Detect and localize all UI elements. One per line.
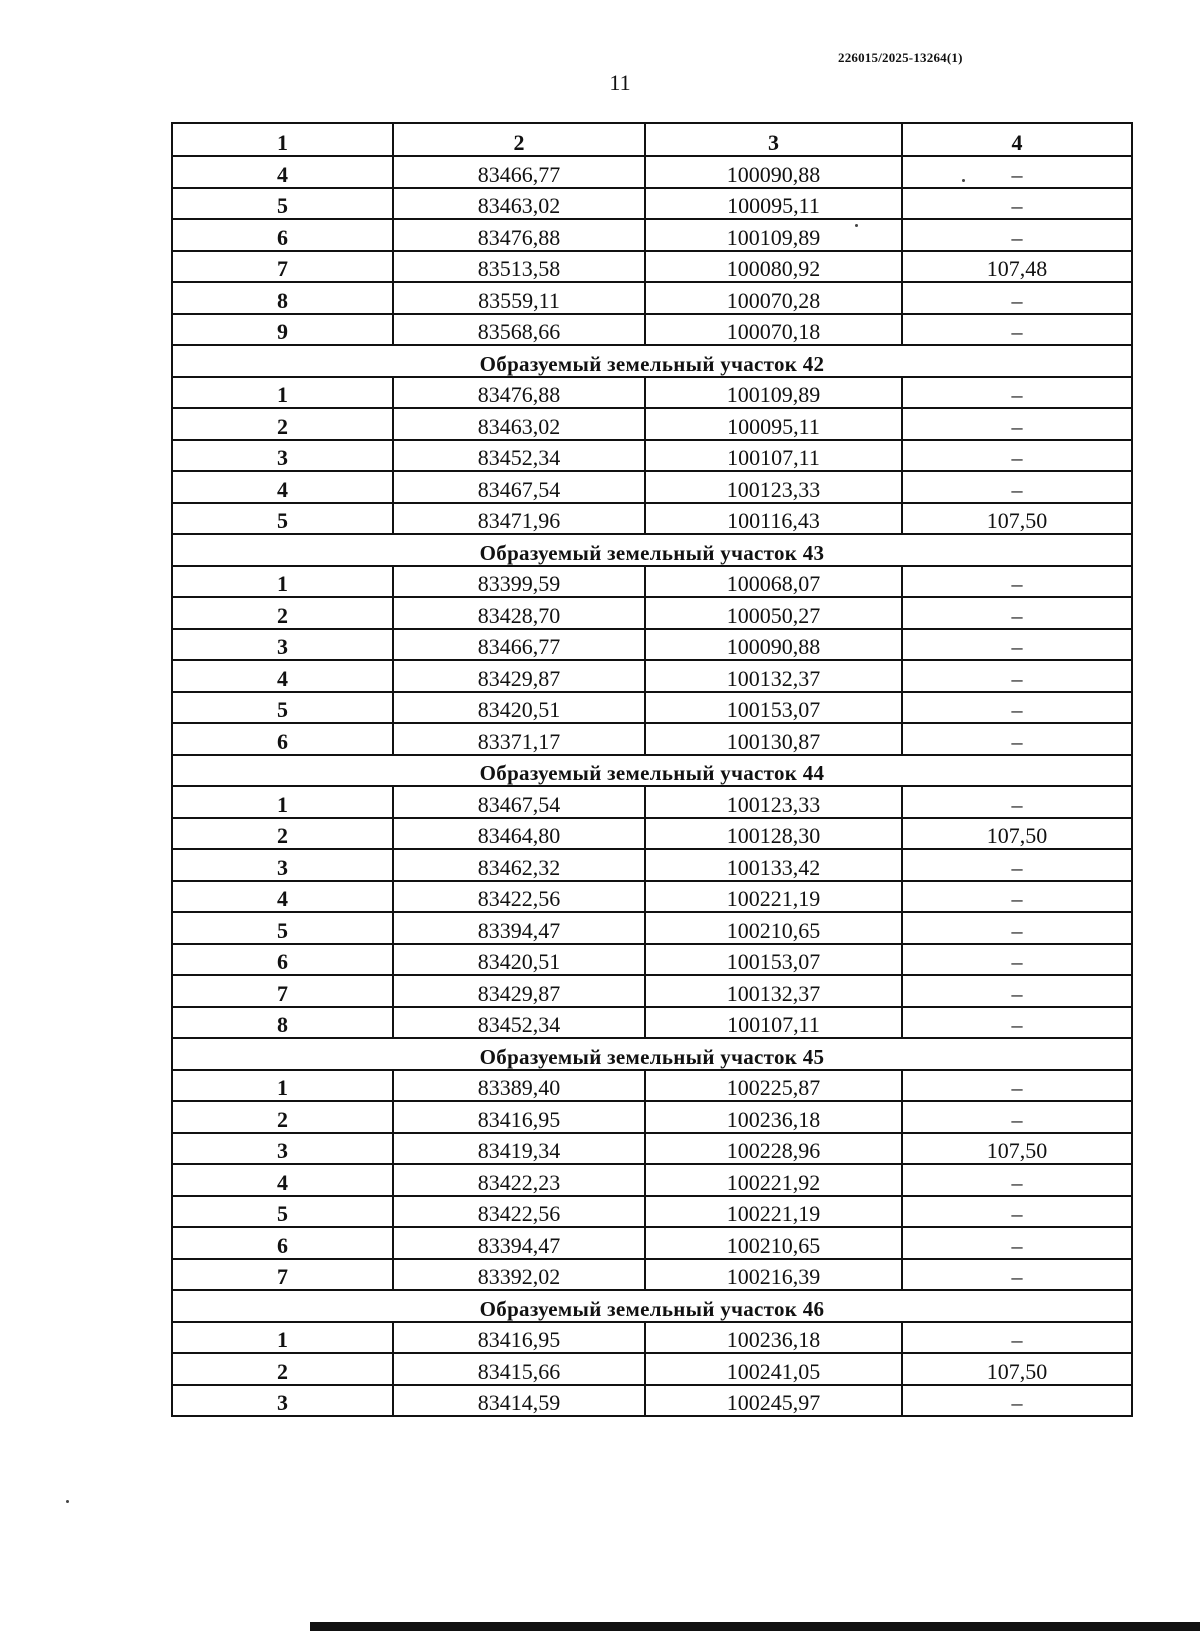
point-number-cell: 7	[172, 251, 393, 283]
point-number-cell: 5	[172, 188, 393, 220]
point-number-cell: 1	[172, 566, 393, 598]
x-coordinate-cell: 83429,87	[393, 660, 645, 692]
value-cell: 107,50	[902, 1133, 1132, 1165]
y-coordinate-cell: 100130,87	[645, 723, 902, 755]
y-coordinate-cell: 100210,65	[645, 912, 902, 944]
value-cell: –	[902, 881, 1132, 913]
section-title: Образуемый земельный участок 42	[172, 345, 1132, 377]
table-row	[172, 314, 1132, 346]
x-coordinate-cell: 83452,34	[393, 440, 645, 472]
x-coordinate-cell: 83463,02	[393, 408, 645, 440]
y-coordinate-cell: 100133,42	[645, 849, 902, 881]
value-cell: –	[902, 1322, 1132, 1354]
y-coordinate-cell: 100153,07	[645, 944, 902, 976]
x-coordinate-cell: 83467,54	[393, 471, 645, 503]
table-row	[172, 219, 1132, 251]
x-coordinate-cell: 83464,80	[393, 818, 645, 850]
table-row	[172, 723, 1132, 755]
y-coordinate-cell: 100068,07	[645, 566, 902, 598]
table-header-row	[172, 123, 1132, 156]
column-header-2: 2	[393, 123, 645, 156]
section-header-row	[172, 1038, 1132, 1070]
x-coordinate-cell: 83394,47	[393, 912, 645, 944]
section-header-row	[172, 1290, 1132, 1322]
value-cell: –	[902, 597, 1132, 629]
value-cell: –	[902, 975, 1132, 1007]
point-number-cell: 2	[172, 1101, 393, 1133]
point-number-cell: 3	[172, 1385, 393, 1417]
point-number-cell: 7	[172, 1259, 393, 1291]
value-cell: –	[902, 566, 1132, 598]
y-coordinate-cell: 100128,30	[645, 818, 902, 850]
y-coordinate-cell: 100116,43	[645, 503, 902, 535]
point-number-cell: 3	[172, 1133, 393, 1165]
x-coordinate-cell: 83422,56	[393, 1196, 645, 1228]
point-number-cell: 2	[172, 597, 393, 629]
y-coordinate-cell: 100109,89	[645, 377, 902, 409]
y-coordinate-cell: 100095,11	[645, 408, 902, 440]
table-row	[172, 1322, 1132, 1354]
section-header-row	[172, 345, 1132, 377]
table-row	[172, 1385, 1132, 1417]
table-row	[172, 282, 1132, 314]
scan-speck	[66, 1500, 69, 1503]
page-number: 11	[609, 70, 631, 95]
y-coordinate-cell: 100210,65	[645, 1227, 902, 1259]
y-coordinate-cell: 100109,89	[645, 219, 902, 251]
value-cell: –	[902, 723, 1132, 755]
y-coordinate-cell: 100241,05	[645, 1353, 902, 1385]
value-cell: –	[902, 1070, 1132, 1102]
y-coordinate-cell: 100123,33	[645, 786, 902, 818]
x-coordinate-cell: 83467,54	[393, 786, 645, 818]
point-number-cell: 4	[172, 881, 393, 913]
y-coordinate-cell: 100050,27	[645, 597, 902, 629]
point-number-cell: 4	[172, 1164, 393, 1196]
value-cell: –	[902, 282, 1132, 314]
value-cell: –	[902, 1101, 1132, 1133]
point-number-cell: 8	[172, 1007, 393, 1039]
table-row	[172, 660, 1132, 692]
section-title: Образуемый земельный участок 46	[172, 1290, 1132, 1322]
x-coordinate-cell: 83476,88	[393, 219, 645, 251]
table-row	[172, 1133, 1132, 1165]
x-coordinate-cell: 83513,58	[393, 251, 645, 283]
x-coordinate-cell: 83371,17	[393, 723, 645, 755]
value-cell: 107,48	[902, 251, 1132, 283]
table-row	[172, 566, 1132, 598]
x-coordinate-cell: 83415,66	[393, 1353, 645, 1385]
point-number-cell: 1	[172, 786, 393, 818]
point-number-cell: 7	[172, 975, 393, 1007]
table-row	[172, 1101, 1132, 1133]
value-cell: –	[902, 1227, 1132, 1259]
y-coordinate-cell: 100095,11	[645, 188, 902, 220]
table-row	[172, 408, 1132, 440]
point-number-cell: 3	[172, 629, 393, 661]
table-row	[172, 377, 1132, 409]
table-row	[172, 786, 1132, 818]
value-cell: –	[902, 786, 1132, 818]
y-coordinate-cell: 100221,92	[645, 1164, 902, 1196]
x-coordinate-cell: 83422,23	[393, 1164, 645, 1196]
y-coordinate-cell: 100107,11	[645, 1007, 902, 1039]
value-cell: –	[902, 377, 1132, 409]
x-coordinate-cell: 83419,34	[393, 1133, 645, 1165]
y-coordinate-cell: 100225,87	[645, 1070, 902, 1102]
table-row	[172, 629, 1132, 661]
x-coordinate-cell: 83414,59	[393, 1385, 645, 1417]
point-number-cell: 9	[172, 314, 393, 346]
point-number-cell: 6	[172, 723, 393, 755]
point-number-cell: 5	[172, 1196, 393, 1228]
y-coordinate-cell: 100090,88	[645, 629, 902, 661]
y-coordinate-cell: 100153,07	[645, 692, 902, 724]
x-coordinate-cell: 83392,02	[393, 1259, 645, 1291]
value-cell: –	[902, 156, 1132, 188]
x-coordinate-cell: 83568,66	[393, 314, 645, 346]
value-cell: –	[902, 219, 1132, 251]
x-coordinate-cell: 83389,40	[393, 1070, 645, 1102]
x-coordinate-cell: 83466,77	[393, 156, 645, 188]
point-number-cell: 2	[172, 408, 393, 440]
x-coordinate-cell: 83452,34	[393, 1007, 645, 1039]
section-title: Образуемый земельный участок 43	[172, 534, 1132, 566]
value-cell: –	[902, 944, 1132, 976]
value-cell: –	[902, 912, 1132, 944]
y-coordinate-cell: 100221,19	[645, 881, 902, 913]
x-coordinate-cell: 83420,51	[393, 944, 645, 976]
table-row	[172, 818, 1132, 850]
section-header-row	[172, 534, 1132, 566]
section-title: Образуемый земельный участок 45	[172, 1038, 1132, 1070]
table-row	[172, 849, 1132, 881]
table-row	[172, 1164, 1132, 1196]
table-row	[172, 503, 1132, 535]
value-cell: –	[902, 1007, 1132, 1039]
point-number-cell: 6	[172, 944, 393, 976]
point-number-cell: 3	[172, 440, 393, 472]
table-row	[172, 944, 1132, 976]
value-cell: –	[902, 660, 1132, 692]
x-coordinate-cell: 83466,77	[393, 629, 645, 661]
point-number-cell: 5	[172, 912, 393, 944]
point-number-cell: 1	[172, 377, 393, 409]
table-row	[172, 156, 1132, 188]
section-header-row	[172, 755, 1132, 787]
point-number-cell: 5	[172, 503, 393, 535]
table-row	[172, 1070, 1132, 1102]
value-cell: –	[902, 692, 1132, 724]
coordinates-table	[171, 122, 1133, 1417]
document-id: 226015/2025-13264(1)	[838, 50, 963, 65]
y-coordinate-cell: 100245,97	[645, 1385, 902, 1417]
table-row	[172, 975, 1132, 1007]
table-row	[172, 1007, 1132, 1039]
y-coordinate-cell: 100236,18	[645, 1322, 902, 1354]
x-coordinate-cell: 83463,02	[393, 188, 645, 220]
x-coordinate-cell: 83416,95	[393, 1322, 645, 1354]
value-cell: 107,50	[902, 503, 1132, 535]
table-body	[172, 156, 1132, 1416]
point-number-cell: 1	[172, 1322, 393, 1354]
x-coordinate-cell: 83429,87	[393, 975, 645, 1007]
value-cell: –	[902, 188, 1132, 220]
point-number-cell: 1	[172, 1070, 393, 1102]
table-row	[172, 1196, 1132, 1228]
point-number-cell: 6	[172, 219, 393, 251]
bottom-scan-rule	[310, 1622, 1200, 1631]
value-cell: –	[902, 1196, 1132, 1228]
point-number-cell: 8	[172, 282, 393, 314]
table-row	[172, 692, 1132, 724]
x-coordinate-cell: 83416,95	[393, 1101, 645, 1133]
x-coordinate-cell: 83476,88	[393, 377, 645, 409]
value-cell: –	[902, 1385, 1132, 1417]
y-coordinate-cell: 100123,33	[645, 471, 902, 503]
y-coordinate-cell: 100216,39	[645, 1259, 902, 1291]
value-cell: –	[902, 849, 1132, 881]
y-coordinate-cell: 100070,18	[645, 314, 902, 346]
scan-speck	[855, 224, 858, 227]
value-cell: –	[902, 471, 1132, 503]
y-coordinate-cell: 100236,18	[645, 1101, 902, 1133]
column-header-1: 1	[172, 123, 393, 156]
point-number-cell: 2	[172, 818, 393, 850]
table-row	[172, 597, 1132, 629]
value-cell: –	[902, 314, 1132, 346]
point-number-cell: 4	[172, 156, 393, 188]
y-coordinate-cell: 100070,28	[645, 282, 902, 314]
value-cell: –	[902, 1259, 1132, 1291]
x-coordinate-cell: 83422,56	[393, 881, 645, 913]
y-coordinate-cell: 100132,37	[645, 660, 902, 692]
x-coordinate-cell: 83394,47	[393, 1227, 645, 1259]
x-coordinate-cell: 83471,96	[393, 503, 645, 535]
column-header-4: 4	[902, 123, 1132, 156]
column-header-3: 3	[645, 123, 902, 156]
value-cell: 107,50	[902, 1353, 1132, 1385]
section-title: Образуемый земельный участок 44	[172, 755, 1132, 787]
point-number-cell: 6	[172, 1227, 393, 1259]
table-row	[172, 1353, 1132, 1385]
table-row	[172, 1259, 1132, 1291]
table-row	[172, 471, 1132, 503]
y-coordinate-cell: 100080,92	[645, 251, 902, 283]
value-cell: 107,50	[902, 818, 1132, 850]
y-coordinate-cell: 100107,11	[645, 440, 902, 472]
table-row	[172, 251, 1132, 283]
table-row	[172, 912, 1132, 944]
point-number-cell: 4	[172, 660, 393, 692]
y-coordinate-cell: 100228,96	[645, 1133, 902, 1165]
point-number-cell: 4	[172, 471, 393, 503]
point-number-cell: 5	[172, 692, 393, 724]
x-coordinate-cell: 83462,32	[393, 849, 645, 881]
table-row	[172, 881, 1132, 913]
table-row	[172, 440, 1132, 472]
y-coordinate-cell: 100132,37	[645, 975, 902, 1007]
point-number-cell: 2	[172, 1353, 393, 1385]
value-cell: –	[902, 440, 1132, 472]
table-row	[172, 188, 1132, 220]
x-coordinate-cell: 83559,11	[393, 282, 645, 314]
y-coordinate-cell: 100090,88	[645, 156, 902, 188]
x-coordinate-cell: 83399,59	[393, 566, 645, 598]
value-cell: –	[902, 1164, 1132, 1196]
y-coordinate-cell: 100221,19	[645, 1196, 902, 1228]
x-coordinate-cell: 83420,51	[393, 692, 645, 724]
value-cell: –	[902, 408, 1132, 440]
table-row	[172, 1227, 1132, 1259]
value-cell: –	[902, 629, 1132, 661]
point-number-cell: 3	[172, 849, 393, 881]
scan-speck	[962, 179, 965, 182]
x-coordinate-cell: 83428,70	[393, 597, 645, 629]
